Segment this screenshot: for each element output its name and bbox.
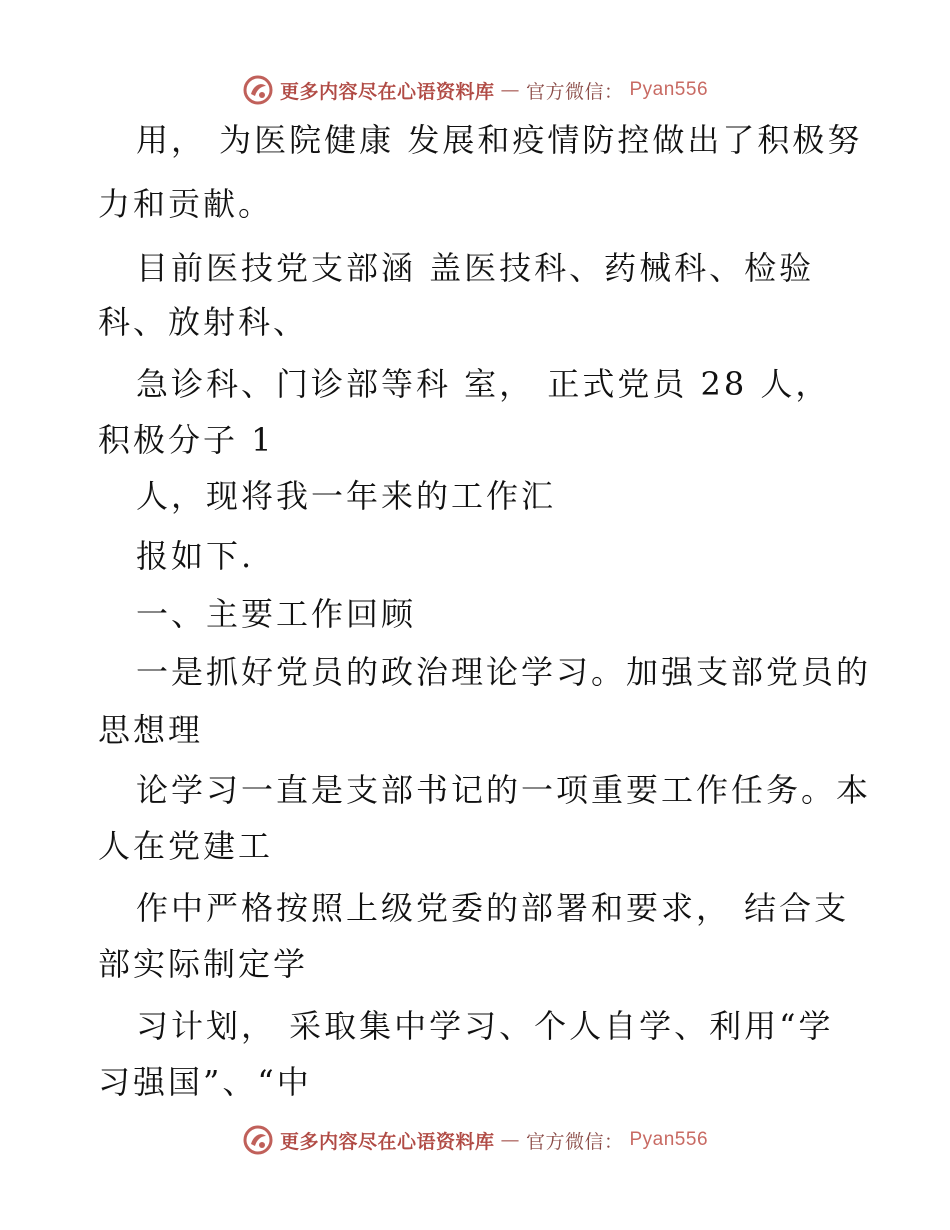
text-line: 用， 为医院健康 发展和疫情防控做出了积极努 (136, 121, 863, 159)
text-line: 科、放射科、 (98, 303, 309, 341)
watermark-official-label: 官方微信： (525, 1130, 624, 1153)
watermark-handle: Pyan556 (629, 79, 709, 100)
watermark-handle: Pyan556 (629, 1129, 709, 1150)
text-line: 急诊科、门诊部等科 室， 正式党员 28 人， (136, 365, 831, 403)
text-line: 目前医技党支部涵 盖医技科、药械科、检验 (136, 249, 815, 287)
watermark-separator: — (500, 79, 520, 101)
text-line: 力和贡献。 (98, 185, 274, 223)
watermark-brand: 更多内容尽在心语资料库 (279, 1130, 495, 1153)
text-line: 论学习一直是支部书记的一项重要工作任务。本 (136, 771, 872, 809)
text-line: 习计划， 采取集中学习、个人自学、利用“学 (136, 1007, 834, 1045)
watermark-footer (0, 1120, 950, 1160)
text-line: 积极分子 1 (98, 421, 275, 459)
watermark-official-label: 官方微信： (525, 80, 624, 103)
section-heading: 一、主要工作回顾 (136, 595, 417, 633)
text-line: 思想理 (98, 711, 204, 749)
text-line: 习强国”、“中 (98, 1063, 312, 1101)
swirl-logo-icon (242, 74, 274, 106)
watermark-brand: 更多内容尽在心语资料库 (279, 80, 495, 103)
text-line: 一是抓好党员的政治理论学习。加强支部党员的 (136, 653, 872, 691)
swirl-logo-icon (242, 1124, 274, 1156)
watermark-separator: — (500, 1129, 520, 1151)
watermark-header (0, 70, 950, 110)
text-line: 作中严格按照上级党委的部署和要求， 结合支 (136, 889, 850, 927)
text-line: 报如下. (136, 537, 255, 575)
text-line: 部实际制定学 (98, 945, 309, 983)
text-line: 人，现将我一年来的工作汇 (136, 477, 557, 515)
text-line: 人在党建工 (98, 827, 274, 865)
